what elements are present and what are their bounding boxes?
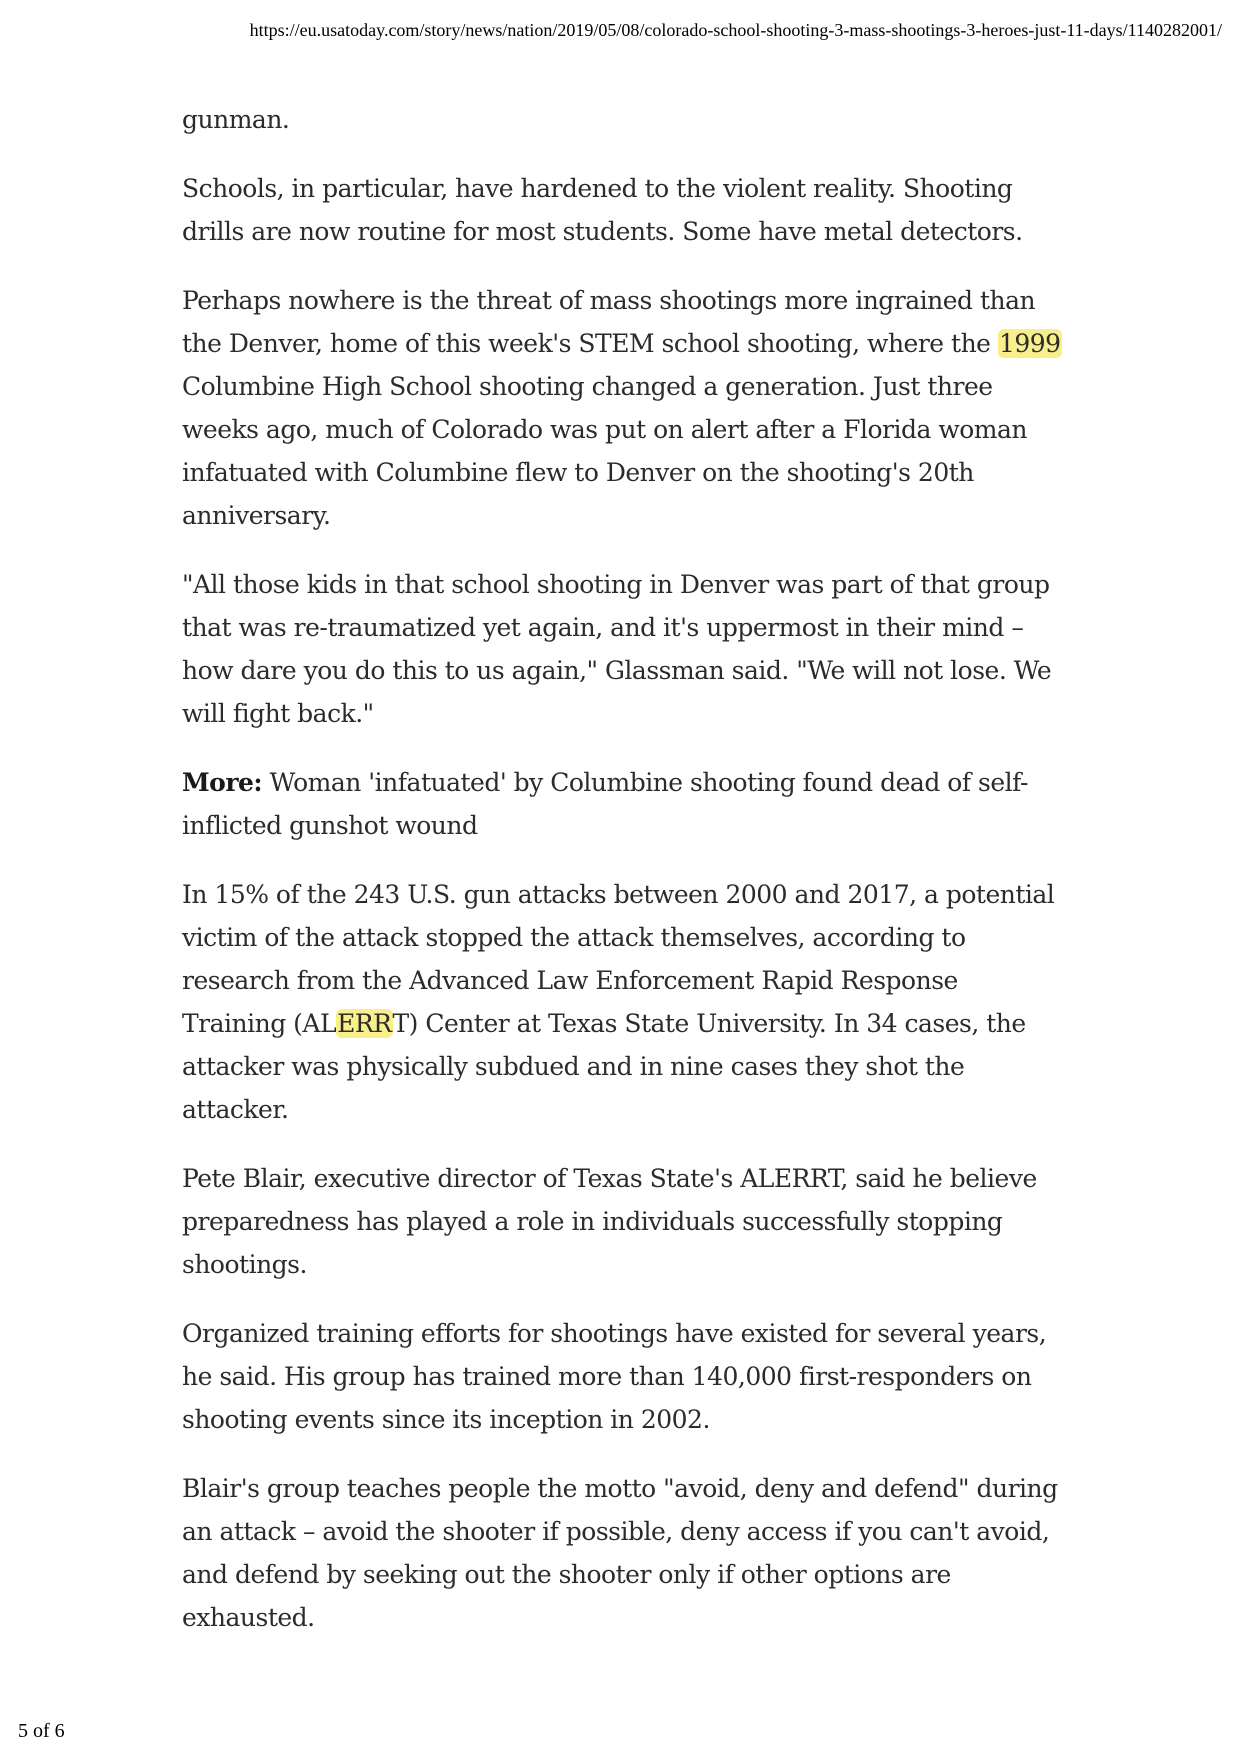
paragraph-pete-blair: Pete Blair, executive director of Texas State's ALERRT, said he believe preparedness has played a role in individuals successfully stopping shootings. <box>182 1164 1037 1279</box>
paragraph-schools: Schools, in particular, have hardened to the violent reality. Shooting drills are now routine for most students. Some have metal detectors. <box>182 174 1023 246</box>
article-body <box>182 98 1062 1665</box>
paragraph-denver <box>182 279 1062 537</box>
page-url: https://eu.usatoday.com/story/news/nation/2019/05/08/colorado-school-shooting-3-mass-shootings-3-heroes-just-11-days/1140282001/ <box>249 20 1222 40</box>
page-number: 5 of 6 <box>18 1720 65 1742</box>
more-link-paragraph[interactable] <box>182 761 1062 847</box>
paragraph-training-efforts: Organized training efforts for shootings have existed for several years, he said. His group has trained more than 140,000 first-responders on shooting events since its inception in 2002. <box>182 1319 1047 1434</box>
paragraph-alerrt-text-start: In 15% of the 243 U.S. gun attacks between 2000 and 2017, a potential victim of the attack stopped the attack themselves, according to research from the Advanced Law Enforcement Rapid Response Training (AL <box>182 880 1055 1038</box>
paragraph-denver-text-end: Columbine High School shooting changed a generation. Just three weeks ago, much of Colorado was put on alert after a Florida woman infatuated with Columbine flew to Denver on the shooting's 20th anniversary. <box>182 372 1027 530</box>
more-link-text[interactable]: Woman 'infatuated' by Columbine shooting found dead of self-inflicted gunshot wound <box>182 768 1028 840</box>
paragraph-alerrt-research <box>182 873 1062 1131</box>
highlight-err: ERR <box>337 1009 392 1038</box>
paragraph-gunman: gunman. <box>182 105 290 134</box>
paragraph-denver-text-start: Perhaps nowhere is the threat of mass shootings more ingrained than the Denver, home of this week's STEM school shooting, where the <box>182 286 1036 358</box>
more-label: More: <box>182 768 263 797</box>
paragraph-alerrt-text-end: T) Center at Texas State University. In 34 cases, the attacker was physically subdued and in nine cases they shot the attacker. <box>182 1009 1026 1124</box>
paragraph-glassman-quote: "All those kids in that school shooting in Denver was part of that group that was re-traumatized yet again, and it's uppermost in their mind – how dare you do this to us again," Glassman said. "We will not lose. We will fight back." <box>182 570 1052 728</box>
paragraph-motto: Blair's group teaches people the motto "avoid, deny and defend" during an attack – avoid the shooter if possible, deny access if you can't avoid, and defend by seeking out the shooter only if other options are exhausted. <box>182 1474 1058 1632</box>
highlight-1999: 1999 <box>998 329 1061 358</box>
